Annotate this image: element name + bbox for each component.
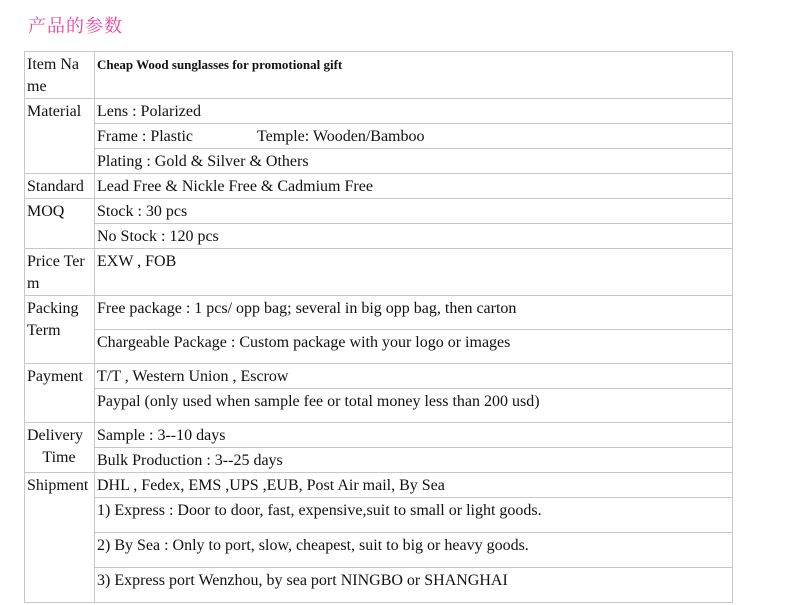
payment-label: Payment — [25, 364, 95, 423]
table-row — [25, 498, 733, 533]
port-value: 3) Express port Wenzhou, by sea port NINGBO or SHANGHAI — [95, 568, 733, 603]
by-sea-value: 2) By Sea : Only to port, slow, cheapest, suit to big or heavy goods. — [95, 533, 733, 568]
standard-label: Standard — [25, 174, 95, 199]
table-row — [25, 124, 733, 149]
table-row — [25, 99, 733, 124]
standard-value: Lead Free & Nickle Free & Cadmium Free — [95, 174, 733, 199]
table-row — [25, 224, 733, 249]
moq-stock-value: Stock : 30 pcs — [95, 199, 733, 224]
table-row — [25, 249, 733, 296]
plating-value: Plating : Gold & Silver & Others — [95, 149, 733, 174]
price-term-value: EXW , FOB — [95, 249, 733, 296]
paypal-value: Paypal (only used when sample fee or total money less than 200 usd) — [95, 389, 733, 423]
delivery-label-line1: Delivery — [27, 427, 83, 444]
item-name-label: Item Name — [25, 52, 95, 99]
bulk-time-value: Bulk Production : 3--25 days — [95, 448, 733, 473]
carriers-value: DHL , Fedex, EMS ,UPS ,EUB, Post Air mail, By Sea — [95, 473, 733, 498]
temple-value: Temple: Wooden/Bamboo — [257, 128, 425, 145]
product-spec-table — [24, 51, 733, 603]
table-row — [25, 149, 733, 174]
material-label: Material — [25, 99, 95, 174]
table-row — [25, 568, 733, 603]
table-row — [25, 389, 733, 423]
lens-value: Lens : Polarized — [95, 99, 733, 124]
delivery-time-label — [25, 423, 95, 473]
table-row — [25, 330, 733, 364]
packing-term-label: Packing Term — [25, 296, 95, 364]
table-row — [25, 448, 733, 473]
moq-label: MOQ — [25, 199, 95, 249]
payment-methods-value: T/T , Western Union , Escrow — [95, 364, 733, 389]
table-row — [25, 423, 733, 448]
table-row — [25, 174, 733, 199]
delivery-label-line2: Time — [42, 449, 76, 466]
table-row — [25, 533, 733, 568]
moq-no-stock-value: No Stock : 120 pcs — [95, 224, 733, 249]
free-package-value: Free package : 1 pcs/ opp bag; several in big opp bag, then carton — [95, 296, 733, 330]
frame-value: Frame : Plastic — [97, 128, 193, 145]
item-name-value: Cheap Wood sunglasses for promotional gift — [95, 52, 733, 99]
frame-temple-cell — [95, 124, 733, 149]
table-row — [25, 199, 733, 224]
table-row — [25, 52, 733, 99]
table-row — [25, 473, 733, 498]
section-heading: 产品的参数 — [28, 16, 123, 37]
price-term-label: Price Term — [25, 249, 95, 296]
table-row — [25, 296, 733, 330]
chargeable-package-value: Chargeable Package : Custom package with your logo or images — [95, 330, 733, 364]
table-row — [25, 364, 733, 389]
express-value: 1) Express : Door to door, fast, expensive,suit to small or light goods. — [95, 498, 733, 533]
shipment-label: Shipment — [25, 473, 95, 603]
sample-time-value: Sample : 3--10 days — [95, 423, 733, 448]
